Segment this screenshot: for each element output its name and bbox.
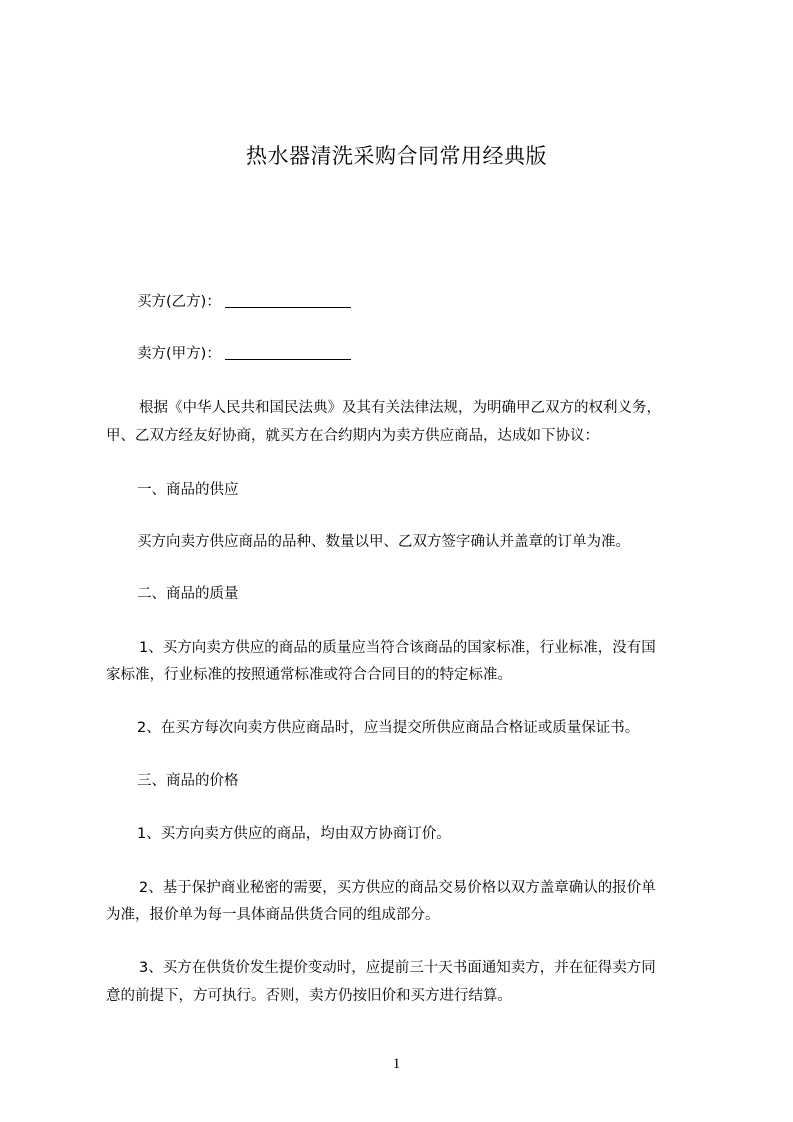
seller-label: 卖方(甲方)： (137, 346, 221, 362)
intro-paragraph-line1: 根据《中华人民共和国民法典》及其有关法律法规，为明确甲乙双方的权利义务， (139, 400, 661, 416)
section2-heading: 二、商品的质量 (137, 586, 239, 602)
page-number: 1 (392, 1056, 401, 1072)
intro-paragraph-line2: 甲、乙双方经友好协商，就买方在合约期内为卖方供应商品，达成如下协议： (106, 428, 599, 444)
buyer-line (106, 287, 742, 317)
buyer-blank-field (225, 293, 351, 308)
section2-item1-line2: 家标准，行业标准的按照通常标准或符合合同目的的特定标准。 (106, 667, 512, 683)
section3-item3-line1: 3、买方在供货价发生提价变动时，应提前三十天书面通知卖方，并在征得卖方同 (139, 960, 656, 976)
section2-item2: 2、在买方每次向卖方供应商品时，应当提交所供应商品合格证或质量保证书。 (137, 720, 640, 736)
section1-heading: 一、商品的供应 (137, 482, 239, 498)
section3-item2-line1: 2、基于保护商业秘密的需要，买方供应的商品交易价格以双方盖章确认的报价单 (139, 880, 656, 896)
section3-item2-line2: 为准，报价单为每一具体商品供货合同的组成部分。 (106, 907, 440, 923)
section3-item1: 1、买方向卖方供应的商品，均由双方协商订价。 (137, 826, 451, 842)
section2-item1-line1: 1、买方向卖方供应的商品的质量应当符合该商品的国家标准，行业标准，没有国 (139, 640, 656, 656)
seller-blank-field (225, 345, 351, 360)
seller-line (106, 339, 742, 369)
section3-item3-line2: 意的前提下，方可执行。否则，卖方仍按旧价和买方进行结算。 (106, 988, 512, 1004)
section1-text: 买方向卖方供应商品的品种、数量以甲、乙双方签字确认并盖章的订单为准。 (137, 534, 630, 550)
section3-heading: 三、商品的价格 (137, 773, 239, 789)
buyer-label: 买方(乙方)： (137, 294, 221, 310)
document-title: 热水器清洗采购合同常用经典版 (246, 144, 547, 168)
